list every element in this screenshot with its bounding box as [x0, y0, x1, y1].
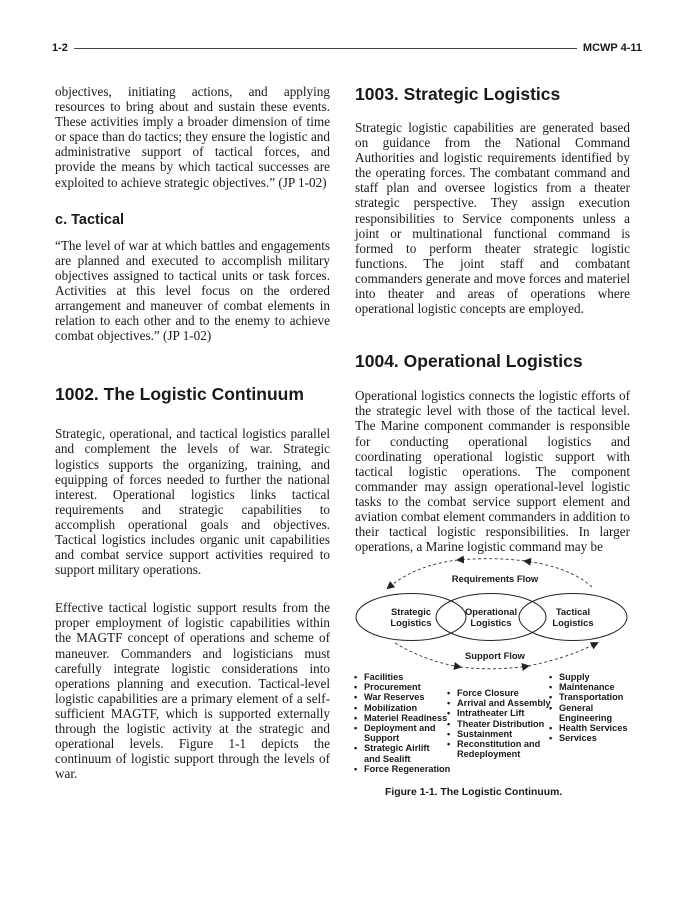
section-1002-paragraph-2: Effective tactical logistic support results from the proper employment of logistic capabilities within the MAGTF concept of operations and scheme of maneuver. Commanders and logisticians must carefully integrate logistic considerations into operations planning and execution. Tactical-level logistic capabilities are a primary element of a self-sufficient MAGTF, which is supported externally through the logistic activity at the strategic and operational levels. Figure 1-1 depicts the continuum of logistic support through the levels of war.	[55, 600, 330, 782]
node-line: Logistics	[552, 617, 594, 628]
tactical-logistics-node	[538, 606, 608, 628]
strategic-items-list	[354, 672, 450, 774]
list-item: • Theater Distribution	[447, 719, 551, 729]
list-item: • General Engineering	[549, 703, 627, 723]
list-item: • Arrival and Assembly	[447, 698, 551, 708]
node-line: Strategic	[390, 606, 432, 617]
list-item: • Strategic Airlift and Sealift	[354, 743, 450, 763]
list-item: • Reconstitution and Redeployment	[447, 739, 551, 759]
header-rule	[74, 48, 577, 49]
list-item: • Intratheater Lift	[447, 708, 551, 718]
intro-paragraph: objectives, initiating actions, and applying resources to bring about and sustain these events. These activities imply a broader dimension of time or space than do tactics; they ensure the logistic and administrative support of tactical forces, and provide the means by which tactical successes are exploited to achieve strategic objectives.” (JP 1-02)	[55, 84, 330, 190]
logistic-continuum-figure	[350, 555, 650, 805]
publication-id: MCWP 4-11	[582, 42, 642, 54]
list-item: • Mobilization	[354, 703, 450, 713]
node-line: Logistics	[470, 617, 512, 628]
right-column	[355, 84, 630, 554]
node-line: Operational	[464, 606, 518, 617]
figure-caption: Figure 1-1. The Logistic Continuum.	[385, 787, 563, 798]
list-item: • Transportation	[549, 692, 627, 702]
section-1002-paragraph-1: Strategic, operational, and tactical logistics parallel and complement the levels of war. Strategic logistics supports the organizing, training, and equipping of forces needed to further the national interest. Operational logistics links tactical requirements and strategic capabilities to accomplish operational goals and objectives. Tactical logistics includes organic unit capabilities and combat service support activities required to support military operations.	[55, 426, 330, 578]
section-1004-heading: 1004. Operational Logistics	[355, 351, 583, 372]
operational-logistics-node	[456, 606, 526, 628]
list-item: • Health Services	[549, 723, 627, 733]
list-item: • Supply	[549, 672, 627, 682]
list-item: • Materiel Readiness	[354, 713, 450, 723]
tactical-heading: c. Tactical	[55, 211, 125, 228]
running-header	[52, 40, 642, 56]
list-item: • Force Regeneration	[354, 764, 450, 774]
section-1003-paragraph: Strategic logistic capabilities are generated based on guidance from the National Command Authorities and logistic requirements identified by the operating forces. The combatant command and staff plan and oversee logistics from a theater strategic perspective. They assign execution responsibilities to Service components unless a joint or multinational functional command is formed to perform theater strategic logistic functions. The joint staff and combatant commanders generate and move forces and materiel into theater and areas of operations where operational logistic concepts are employed.	[355, 120, 630, 317]
left-column	[55, 84, 330, 781]
list-item: • Procurement	[354, 682, 450, 692]
node-line: Logistics	[390, 617, 432, 628]
list-item: • Force Closure	[447, 688, 551, 698]
requirements-flow-label: Requirements Flow	[451, 573, 539, 584]
list-item: • Maintenance	[549, 682, 627, 692]
section-1002-heading: 1002. The Logistic Continuum	[55, 384, 304, 405]
strategic-logistics-node	[376, 606, 446, 628]
node-line: Tactical	[555, 606, 591, 617]
list-item: • Deployment and Support	[354, 723, 450, 743]
list-item: • Sustainment	[447, 729, 551, 739]
list-item: • Facilities	[354, 672, 450, 682]
tactical-paragraph: “The level of war at which battles and engagements are planned and executed to accomplish military objectives assigned to tactical units or task forces. Activities at this level focus on the ordered arrangement and maneuver of combat elements in relation to each other and to the enemy to achieve combat objectives.” (JP 1-02)	[55, 237, 330, 344]
list-item: • Services	[549, 733, 627, 743]
section-1004-paragraph: Operational logistics connects the logistic efforts of the strategic level with those of the tactical level. The Marine component commander is responsible for conducting operational logistics and coordinating operational logistic support with tactical logistic operations. The component commander may assign operational-level logistic tasks to the combat service support element and aviation combat element commanders in addition to their tactical logistic responsibilities. In larger operations, a Marine logistic command may be	[355, 388, 630, 555]
operational-items-list	[447, 688, 551, 759]
tactical-items-list	[549, 672, 627, 743]
list-item: • War Reserves	[354, 692, 450, 702]
page-number: 1-2	[52, 42, 68, 54]
support-flow-label: Support Flow	[465, 650, 525, 661]
section-1003-heading: 1003. Strategic Logistics	[355, 84, 561, 104]
